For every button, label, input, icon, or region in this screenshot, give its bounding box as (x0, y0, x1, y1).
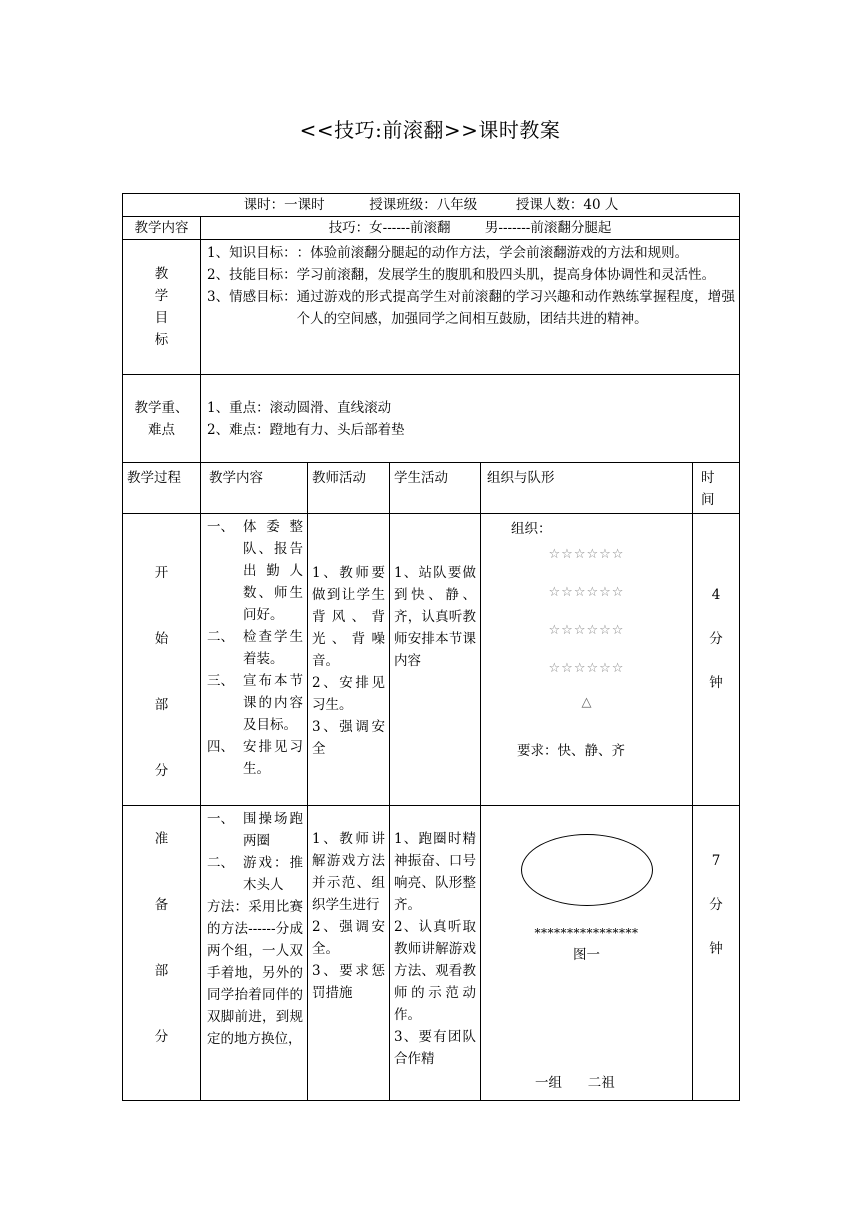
header-student: 学生活动 (390, 463, 481, 514)
objective-knowledge: 1、知识目标： ：体验前滚翻分腿起的动作方法，学会前滚翻游戏的方法和规则。 (207, 245, 689, 261)
list-item: 一、 体委整队、报告出勤人数、师生问好。 (207, 519, 303, 623)
lesson-count: 课时：一课时 (243, 197, 325, 213)
game-method: 方法：采用比赛的方法------分成两个组，一人双手着地，另外的同学抬着同伴的双脚前进，到规定的地方换位， (207, 899, 303, 1047)
info-row (123, 194, 740, 217)
list-item: 二、 游戏：推木头人 (207, 855, 303, 893)
page-title: <<技巧:前滚翻>>课时教案 (299, 118, 561, 142)
list-item: 三、 宣布本节课的内容及目标。 (207, 673, 303, 733)
section-prep-teacher: 1、教师讲解游戏方法并示范、组织学生进行 2、强调安全。 3、要求惩罚措施 (308, 806, 390, 1101)
section-prep-time: 7 分 钟 (693, 806, 740, 1101)
figure-caption: 图一 (573, 947, 600, 963)
section-prep-org (481, 806, 693, 1101)
objectives-label: 教 学 目 标 (123, 240, 201, 375)
section-opening-content (201, 514, 308, 806)
keypoints-body (201, 375, 740, 463)
section-opening-label: 开 始 部 分 (123, 514, 201, 806)
content-label: 教学内容 (123, 217, 201, 240)
list-item: 四、 安排见习生。 (207, 739, 303, 777)
formation-row: ☆☆☆☆☆☆ (548, 661, 625, 676)
header-teacher: 教师活动 (308, 463, 390, 514)
section-opening-teacher: 1、教师要做到让学生背风、背光、背噪音。 2、安排见习生。 3、强调安全 (308, 514, 390, 806)
objectives-body (201, 240, 740, 375)
formation-row: ☆☆☆☆☆☆ (548, 547, 625, 562)
lesson-plan-table (122, 193, 740, 1101)
student-count: 授课人数：40 人 (515, 197, 619, 213)
section-prep-content (201, 806, 308, 1101)
header-org: 组织与队形 (481, 463, 693, 514)
formation-row: ☆☆☆☆☆☆ (548, 623, 625, 638)
header-content: 教学内容 (201, 463, 308, 514)
requirement: 要求：快、静、齐 (517, 743, 625, 759)
header-time: 时 间 (693, 463, 740, 514)
content-value: 技巧：女------前滚翻 男-------前滚翻分腿起 (201, 217, 740, 240)
org-label: 组织： (511, 521, 552, 537)
student-line: **************** (534, 926, 639, 940)
keypoints-label: 教学重、 难点 (123, 375, 201, 463)
header-process: 教学过程 (123, 463, 201, 514)
keypoint-difficulty: 2、难点：蹬地有力、头后部着垫 (207, 421, 405, 438)
group-labels: 一组 二祖 (535, 1075, 615, 1091)
section-prep-student: 1、跑圈时精神振奋、口号响亮、队形整齐。 2、认真听取教师讲解游戏方法、观看教师的示范动作。 3、要有团队合作精 (390, 806, 481, 1101)
objective-skill: 2、技能目标： 学习前滚翻，发展学生的腹肌和股四头肌，提高身体协调性和灵活性。 (207, 267, 716, 283)
teacher-triangle-icon: △ (581, 695, 592, 710)
section-opening-time: 4 分 钟 (693, 514, 740, 806)
formation-row: ☆☆☆☆☆☆ (548, 585, 625, 600)
list-item: 二、 检查学生着装。 (207, 629, 303, 667)
section-opening-org (481, 514, 693, 806)
class-grade: 授课班级：八年级 (369, 197, 478, 213)
list-item: 一、 围操场跑两圈 (207, 811, 303, 849)
keypoint-focus: 1、重点：滚动圆滑、直线滚动 (207, 399, 392, 416)
objective-emotion: 3、情感目标： 通过游戏的形式提高学生对前滚翻的学习兴趣和动作熟练掌握程度，增强个人的空间感，加强同学之间相互鼓励，团结共进的精神。 (207, 289, 736, 327)
section-prep-label: 准 备 部 分 (123, 806, 201, 1101)
section-opening-student: 1、站队要做到快、静、齐，认真听教师安排本节课内容 (390, 514, 481, 806)
track-oval (521, 834, 653, 906)
